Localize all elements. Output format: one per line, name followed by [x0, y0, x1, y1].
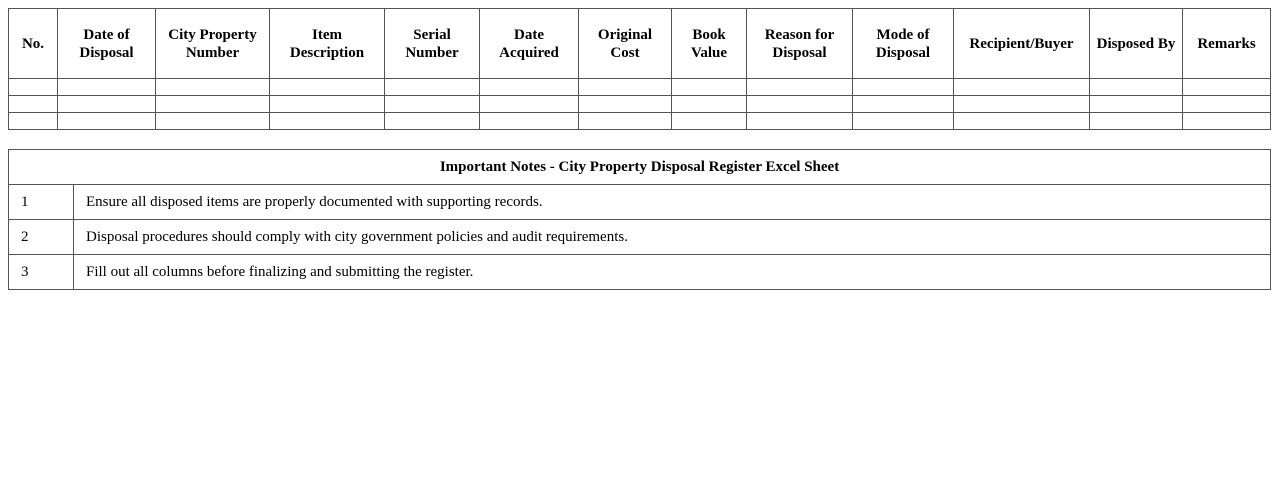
table-row — [9, 79, 1271, 96]
note-text: Disposal procedures should comply with city government policies and audit requirements. — [74, 220, 1271, 255]
header-row — [9, 9, 1271, 79]
table-cell[interactable] — [58, 79, 156, 96]
table-cell[interactable] — [480, 79, 579, 96]
disposal-register-table — [8, 8, 1271, 130]
table-cell[interactable] — [853, 113, 954, 130]
column-header-date-acquired: Date Acquired — [480, 9, 579, 79]
table-cell[interactable] — [747, 79, 853, 96]
column-header-item-description: Item Description — [270, 9, 385, 79]
table-cell[interactable] — [579, 96, 672, 113]
table-cell[interactable] — [9, 113, 58, 130]
table-cell[interactable] — [385, 79, 480, 96]
table-cell[interactable] — [9, 96, 58, 113]
table-cell[interactable] — [270, 113, 385, 130]
table-cell[interactable] — [480, 113, 579, 130]
table-cell[interactable] — [1183, 79, 1271, 96]
table-cell[interactable] — [480, 96, 579, 113]
table-cell[interactable] — [579, 113, 672, 130]
table-cell[interactable] — [9, 79, 58, 96]
notes-title: Important Notes - City Property Disposal Register Excel Sheet — [9, 150, 1271, 185]
table-row — [9, 96, 1271, 113]
table-cell[interactable] — [270, 79, 385, 96]
table-cell[interactable] — [270, 96, 385, 113]
note-row — [9, 220, 1271, 255]
note-row — [9, 255, 1271, 290]
important-notes-table — [8, 149, 1271, 290]
column-header-reason-for-disposal: Reason for Disposal — [747, 9, 853, 79]
column-header-book-value: Book Value — [672, 9, 747, 79]
column-header-original-cost: Original Cost — [579, 9, 672, 79]
column-header-date-of-disposal: Date of Disposal — [58, 9, 156, 79]
table-row — [9, 113, 1271, 130]
column-header-serial-number: Serial Number — [385, 9, 480, 79]
table-cell[interactable] — [156, 113, 270, 130]
table-cell[interactable] — [1090, 96, 1183, 113]
table-cell[interactable] — [1183, 113, 1271, 130]
column-header-recipient-buyer: Recipient/Buyer — [954, 9, 1090, 79]
table-cell[interactable] — [579, 79, 672, 96]
table-cell[interactable] — [672, 79, 747, 96]
note-number: 3 — [9, 255, 74, 290]
note-row — [9, 185, 1271, 220]
note-text: Fill out all columns before finalizing and submitting the register. — [74, 255, 1271, 290]
table-cell[interactable] — [747, 113, 853, 130]
table-cell[interactable] — [954, 113, 1090, 130]
table-cell[interactable] — [954, 79, 1090, 96]
table-cell[interactable] — [747, 96, 853, 113]
table-cell[interactable] — [58, 113, 156, 130]
notes-header-row — [9, 150, 1271, 185]
note-number: 2 — [9, 220, 74, 255]
table-cell[interactable] — [1183, 96, 1271, 113]
table-cell[interactable] — [1090, 113, 1183, 130]
table-cell[interactable] — [385, 96, 480, 113]
column-header-remarks: Remarks — [1183, 9, 1271, 79]
column-header-no: No. — [9, 9, 58, 79]
table-cell[interactable] — [385, 113, 480, 130]
table-cell[interactable] — [156, 79, 270, 96]
table-cell[interactable] — [58, 96, 156, 113]
table-cell[interactable] — [672, 96, 747, 113]
note-number: 1 — [9, 185, 74, 220]
table-cell[interactable] — [853, 96, 954, 113]
table-cell[interactable] — [954, 96, 1090, 113]
column-header-disposed-by: Disposed By — [1090, 9, 1183, 79]
table-cell[interactable] — [1090, 79, 1183, 96]
table-cell[interactable] — [853, 79, 954, 96]
table-cell[interactable] — [156, 96, 270, 113]
table-cell[interactable] — [672, 113, 747, 130]
note-text: Ensure all disposed items are properly documented with supporting records. — [74, 185, 1271, 220]
column-header-mode-of-disposal: Mode of Disposal — [853, 9, 954, 79]
column-header-city-property-number: City Property Number — [156, 9, 270, 79]
